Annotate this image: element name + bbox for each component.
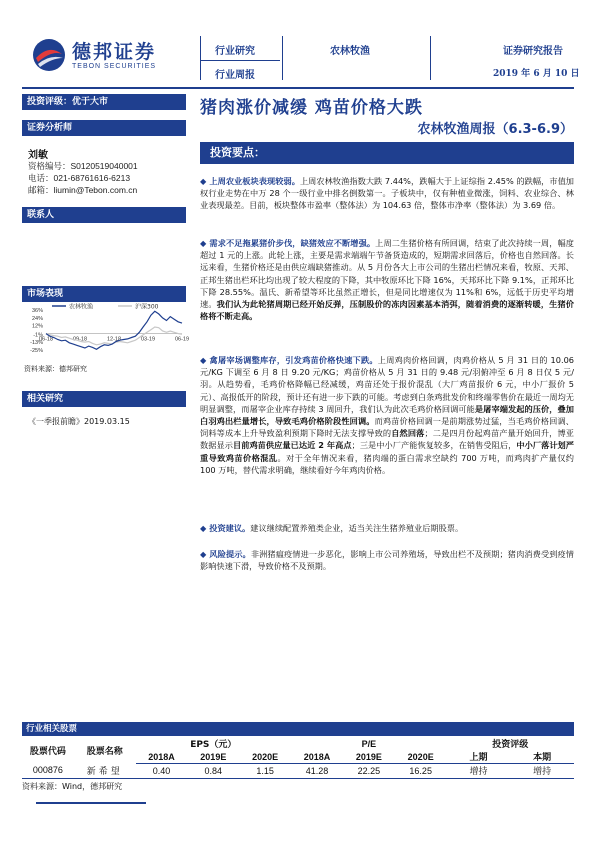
footer-rule [36, 802, 146, 804]
contact-heading: 联系人 [22, 207, 186, 223]
analyst-name: 刘敏 [28, 150, 48, 161]
header-date: 2019 年 6 月 10 日 [493, 69, 580, 79]
related-stocks-table [22, 737, 574, 777]
related-heading: 相关研究 [22, 391, 186, 407]
col-header-name: 股票名称 [86, 746, 123, 757]
table-source: 资料来源：Wind，德邦研究 [22, 782, 123, 791]
cell-rating-curr: 增持 [533, 767, 552, 777]
col-rating-prev: 上期 [447, 750, 511, 764]
col-header-eps: EPS（元） [190, 740, 237, 750]
key-points-heading: 投资要点： [200, 142, 574, 164]
related-stocks-heading: 行业相关股票 [22, 722, 574, 736]
diamond-bullet-icon: ◆ [200, 355, 207, 365]
table-bottom-rule [22, 778, 574, 779]
cell-eps: 0.84 [204, 765, 223, 776]
analyst-phone: 电话：021-68761616-6213 [28, 173, 131, 183]
analyst-cert: 资格编号：S0120519040001 [28, 161, 138, 171]
chart-source: 资料来源：德邦研究 [24, 365, 87, 373]
x-tick-label: 09-18 [72, 336, 88, 343]
x-tick-label: 12-18 [106, 336, 122, 343]
analyst-heading: 证券分析师 [22, 120, 186, 136]
col-year: 2019E [343, 750, 395, 764]
cell-eps: 1.15 [256, 765, 274, 776]
logo-icon [30, 36, 68, 74]
header-category-top: 行业研究 [215, 46, 255, 57]
y-tick-label: 24% [31, 315, 43, 322]
col-year: 2018A [291, 750, 343, 764]
company-logo [30, 36, 156, 74]
x-tick-label: 06-19 [174, 336, 190, 343]
analyst-email[interactable]: 邮箱：liumin@Tebon.com.cn [28, 185, 138, 195]
table-row [22, 764, 574, 778]
diamond-bullet-icon: ◆ [200, 176, 207, 186]
cell-pe: 16.25 [409, 765, 432, 776]
paragraph-market: ◆ 上周农业板块表现较弱。上周农林牧渔指数大跌 7.44%，跌幅大于上证综指 2.45% 的跌幅，市值加权行业走势在中万 28 个一级行业中排名倒数第一。子板块中，仅有种植业微涨，饲料、农业综合、林业表现最差。目前，板块整体市盈率（整体法）为 104.63 倍，整体市净率（整体法）为 3.69 倍。 [200, 176, 574, 211]
paragraph-risk: ◆ 风险提示。非洲猪瘟疫情进一步恶化，影响上市公司养殖场，导致出栏不及预期；猪肉消费受到疫情影响快速下滑，导致价格不及预期。 [200, 549, 574, 572]
header-divider [282, 36, 283, 80]
col-year: 2020E [395, 750, 447, 764]
x-tick-label: 06-18 [38, 336, 54, 343]
cell-name: 新希望 [86, 766, 123, 777]
header-industry: 农林牧渔 [330, 46, 370, 57]
col-year: 2020E [239, 750, 291, 764]
report-subtitle: 农林牧渔周报（6.3-6.9） [417, 122, 573, 137]
related-report-link[interactable]: 《一季报前瞻》2019.03.15 [28, 417, 130, 426]
cell-pe: 22.25 [357, 765, 381, 776]
logo-cn-text: 德邦证券 [72, 40, 157, 63]
col-header-pe: P/E [361, 738, 377, 749]
col-header-rating: 投资评级 [492, 740, 529, 750]
y-tick-label: -25% [30, 348, 43, 354]
y-tick-label: -1% [33, 332, 43, 339]
header-divider-h [200, 60, 280, 61]
col-year: 2018A [136, 750, 188, 764]
header-divider [430, 36, 431, 80]
diamond-bullet-icon: ◆ [200, 238, 207, 248]
y-tick-label: 36% [31, 308, 43, 314]
col-header-code: 股票代码 [29, 746, 66, 757]
cell-code: 000876 [32, 765, 63, 776]
col-rating-curr: 本期 [510, 750, 574, 764]
cell-eps: 0.40 [152, 765, 171, 776]
y-tick-label: 12% [31, 323, 43, 330]
paragraph-hog: ◆ 需求不足拖累猪价步伐，缺猪效应不断增强。上周二生猪价格有所回调，结束了此次持续一周，幅度超过 1 元的上涨。此轮上涨，主要是需求端端午节备货造成的，短期需求回落后，价格也自然回落。长远来看，生猪价格还是由供应端缺猪推动。从 5 月份各大上市公司的生猪出栏情况来看，牧原、天邦、正邦生猪出栏环比均出现了较大程度的下降，其中牧原环比下降 16%，天邦环比下降 9.1%，正邦环比下降 28.55%。温氏、新希望等环比虽然正增长，但是同比增速仅为 11%和 6%，远低于历史平均增速。我们认为此轮猪周期已经开始反弹，压制股价的冻肉因素基本消弭，随着消费的逐渐转暖，生猪价格将不断走高。 [200, 238, 574, 322]
y-tick-label: -13% [30, 340, 43, 347]
legend-label: 沪深300 [135, 303, 159, 311]
paragraph-advice: ◆ 投资建议。建议继续配置养殖类企业，适当关注生猪养殖业后期股票。 [200, 523, 464, 533]
cell-pe: 41.28 [305, 765, 329, 776]
rating-bar: 投资评级：优于大市 [22, 94, 186, 110]
header-divider [200, 36, 201, 80]
paragraph-poultry: ◆ 禽屠宰场调整库存，引发鸡苗价格快速下跌。上周鸡肉价格回调，肉鸡价格从 5 月 31 日的 10.06 元/KG 下调至 6 月 8 日 9.20 元/KG；鸡苗价格从 5 月 31 日的 9.48 元/羽俯冲至 6 月 8 日仅 5 元/羽。从趋势看，毛鸡价格降幅已经减缓，鸡苗还处于报价混乱（大厂鸡苗报价 6 元，中小厂报价 5 元）、高报低开的阶段，预计还有进一步下跌的可能。考虑到白条鸡批发价和终端零售价在最近一周均无明显调整，而屠宰企业库存持续 3 周回升，我们认为此次毛鸡价格回调可能是屠宰端发起的压价，叠加白羽鸡出栏量增长，导致毛鸡价格阶段性回调。而鸡苗价格回调一是前期涨势过猛，当毛鸡价格回调、饲料等成本上升导致盈利预期下降时无法支撑导致的自然回落；二是四月份起鸡苗产量开始回升，博亚数据显示目前鸡苗供应量已达近 2 年高点；三是中小厂产能恢复较多，在销售受阻后，中小厂落计划严重导致鸡苗价格混乱。对于全年情况来看，猪肉端的蛋白需求空缺约 700 万吨，而鸡肉扩产量仅约 100 万吨，替代需求明确，继续看好今年鸡肉价格。 [200, 355, 574, 475]
legend-label: 农林牧渔 [69, 303, 94, 311]
col-year: 2019E [187, 750, 239, 764]
diamond-bullet-icon: ◆ [200, 523, 207, 533]
top-rule [22, 87, 574, 89]
x-tick-label: 03-19 [140, 336, 156, 343]
diamond-bullet-icon: ◆ [200, 549, 207, 559]
market-heading: 市场表现 [22, 286, 186, 302]
logo-en-text: TEBON SECURITIES [72, 62, 157, 70]
header-category-bottom: 行业周报 [215, 70, 255, 81]
report-title: 猪肉涨价减缓 鸡苗价格大跌 [200, 98, 423, 118]
market-performance-chart [22, 302, 190, 362]
cell-rating-prev: 增持 [469, 767, 488, 777]
header-report-type: 证券研究报告 [503, 46, 563, 57]
